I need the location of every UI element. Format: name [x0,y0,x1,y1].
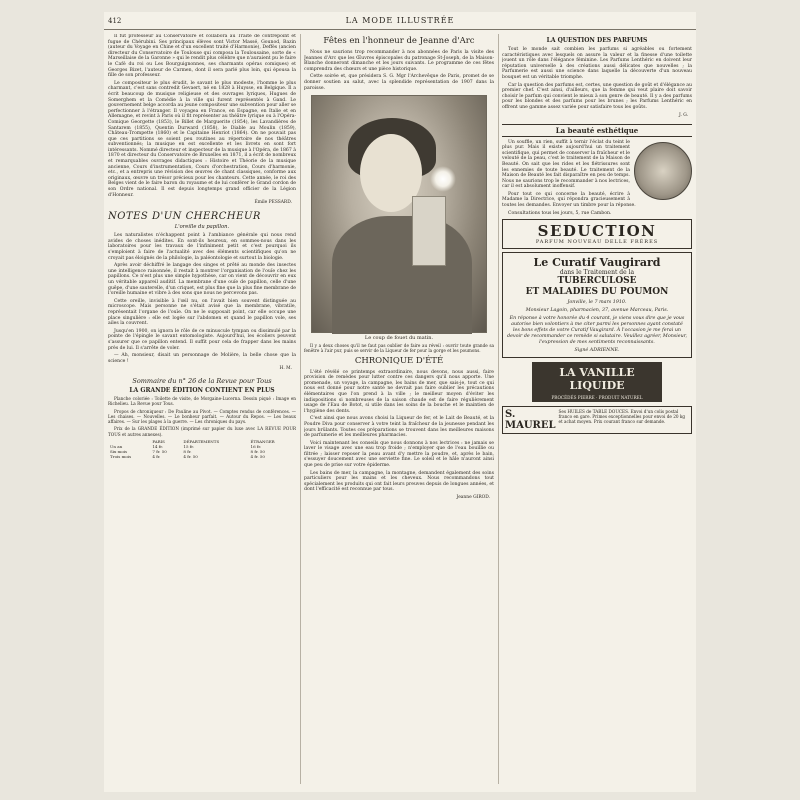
table-header: PARIS [152,438,165,444]
center-column [304,34,494,790]
beaute-heading: La beauté esthétique [502,124,692,137]
curatif-ad [502,252,692,358]
journal-title: LA MODE ILLUSTRÉE [345,16,455,25]
maurel-name: S. MAUREL [505,409,556,432]
notes-heading: NOTES D'UN CHERCHEUR [108,211,261,223]
article-paragraph: L'été révélé ce printemps extraordinaire, nous devons, nous aussi, faire provision de remèdes pour lutter contre ces dangers qu'il nous apporte. Une promenade, un voyage, la campagne, les bains de mer, que sais-je, tout ce qui nous est donné pour notre santé ne devrait pas faire oublier les précautions élémentaires que l'on prend à la ville ; le meilleur moyen d'éviter les indispositions si nombreuses de la saison chaude est de faire régulièrement usage de l'Eau de Botot, si utile dans les soins de la bouche et le maintien de l'hygiène des dents. [304,369,494,414]
photo-caption: Le coup de fouet du matin. [364,335,434,342]
table-header: DÉPARTEMENTS [183,438,220,444]
curatif-body: En réponse à votre honorée du 4 courant, je viens vous dire que je vous autorise bien volontiers à me citer parmi les personnes ayant constaté les bons effets de votre Curatif Vaugirard. À l'occasion je me ferai un devoir de recommander ce remède si salutaire. Veuillez agréer, Monsieur, l'expression de mes sentiments reconnaissants. [507,316,688,346]
curatif-signature: Signé ADRIENNE. [574,348,620,354]
summary-text: Propos de chroniqueur : De Pauline au Pivot. — Comptes rendus de conférences. — Les chaises. — Nouvelles. — Le bonheur parfait. — Autour du Repos. — Les beaux affaires. — Sur les plages à la guerre. — Les chroniques du pays. [108,408,296,425]
caption-text: Il y a deux choses qu'il ne faut pas oublier de faire au réveil : ouvrir toute grande sa fenêtre à l'air pur, puis se servir de la Liqueur de fer pour la gorge et les poumons. [304,343,494,354]
curatif-recipient: Monsieur Lagoin, pharmacien, 37, avenue Marceau, Paris. [525,308,669,314]
glass-illustration [412,196,446,266]
article-paragraph: Nous ne saurions trop recommander à nos abonnées de Paris la visite des Jeannes d'Arc que les Œuvres épiscopales du patronage St-Joseph, de la Maison-Blanche donneront dimanche et les jours suivants. Le programme de ces fêtes comprendra des chœurs et une pièce historique. [304,50,494,72]
article-paragraph: Car la question des parfums est, certes, une question de goût et d'élégance au premier chef. C'est ainsi, d'ailleurs, que la femme qui veut plaire doit savoir choisir le parfum qui convient le mieux à son genre de beauté. Il y a des parfums pour les blondes et des parfums pour les brunes ; les Parfums Lenthéric en offrent une gamme assez variée pour satisfaire tous les goûts. [502,82,692,110]
summary-heading: Sommaire du n° 26 de la Revue pour Tous [132,377,272,386]
article-paragraph: Voici maintenant les conseils que nous donnons à nos lectrices : ne jamais se laver le visage avec une eau trop froide ; n'employer que de l'eau bouillie ou filtrée ; laisser reposer la peau avant d'y mettre la poudre, et, après le bain, s'essuyer doucement avec une serviette fine. Le soleil et le hâle n'auront ainsi que peu de prise sur votre épiderme. [304,440,494,469]
vanille-ad [532,362,662,402]
table-cell: 15 fr. [183,443,195,449]
table-cell: 14 fr. [152,443,163,449]
article-paragraph: Jusqu'en 1900, on ignora le rôle de ce minuscule tympan ou dissimulé par la pointe de l'épingle le savant entomologiste. Aujourd'hui, les écoliers peuvent s'assurer que ce papillon entend. Il suffit pour cela de frapper dans les mains près de lui. Il s'arrête de voler. [108,328,296,351]
author-signature: Jeanne GIROD. [456,495,490,501]
article-paragraph: Les bains de mer, la campagne, la montagne, demandent également des soins particuliers pour les mains et les cheveux. Nous recommandons tout spécialement les produits qui ont fait leurs preuves depuis de longues années, et dont l'efficacité est reconnue par tous. [304,470,494,493]
article-paragraph: Un souffle, un rien, suffit à ternir l'éclat du teint le plus pur. Mais il existe aujourd'hui un traitement scientifique, qui permet de conserver la fraîcheur et le velouté de la peau, c'est le traitement de la Maison de Beauté. On sait que les rides et les flétrissures sont les ennemies de toute beauté. Le traitement de la Maison de Beauté les fait disparaître en peu de temps. Nous ne saurions trop le recommander à nos lectrices, car il est absolument inoffensif. [502,139,630,190]
article-paragraph: Pour tout ce qui concerne la beauté, écrire à Madame la Directrice, qui répondra gracieusement à toutes les demandes. Envoyer un timbre pour la réponse. [502,191,636,209]
curatif-disease-2: ET MALADIES DU POUMON [525,287,669,298]
column-divider [300,34,301,784]
summary-items: Planche coloriée : Toilette de visite, de Morgaine-Lucerna. Dessin piqué : Image en Richelieu. La Revue pour Tous. [108,396,296,407]
article-paragraph: — Ah, monsieur, disait un personnage de Molière, la belle chose que la science ! [108,353,296,364]
article-paragraph: Le compositeur le plus érudit, le savant le plus modeste, l'homme le plus charmant, c'est sans contredit Gevaert, né en 1828 à Huysse, en Belgique. Il a écrit beaucoup de musique religieuse et des ouvrages lyriques, Hugues de Somerghem et la Comédie à la ville qui furent représentés à Gand. Le gouvernement belge accorda au jeune compositeur une subvention pour aller se perfectionner à l'étranger. Il voyagea en France, en Espagne, en Italie et en Allemagne, et revint à Paris où il fit représenter au théâtre lyrique ou à l'Opéra-Comique Georgette (1853), le Billet de Marguerite (1854), les Lavandières de Santarem (1855), Quentin Durward (1858), le Diable au Moulin (1859), Château-Trompette (1860) et le Capitaine Henriot (1864). On ne pouvait pas que ces partitions se soient peu routines au répertoire de nos théâtres subventionnés; la musique en est excellente et les livrets en sont fort intéressants. Nommé directeur et inspecteur de la musique à l'Opéra, de 1867 à 1870 et directeur du Conservatoire de Bruxelles en 1871, il a écrit de nombreux et remarquables ouvrages didactiques : Histoire et Théorie de la musique ancienne, Cours d'instrumentation, Cours d'orchestration, Cours d'harmonie, etc., et a entrepris une révision des œuvres de chant classiques, conforme aux originaux, œuvre un trésor précieux pour les chanteurs. Cette année, le roi des Belges vient de le faire baron du royaume et de lui conférer le Grand cordon de son Ordre national. Il est depuis longtemps grand officier de la Légion d'Honneur. [108,80,296,198]
table-cell: Six mois [110,448,128,454]
article-paragraph: Il fut professeur au Conservatoire et collabora au Traité de contrepoint et fugue de Chérubini. Ses principaux élèves sont Victor Massé, Gounod, Bazin (auteur du Voyage en Chine et d'un excellent traité d'Harmonie), Deffès (ancien directeur du Conservatoire de Toulouse qui composa la Toulousaine, sorte de « Marseillaise de la Garonne » qui le rendit plus célèbre que n'auraient pu le faire le Café du roi ou Les Bourguignonnes, ses charmants opéras comiques) et Georges Bizet, l'auteur de Carmen, dont il sera parlé plus loin, qui épousa la fille de son professeur. [108,34,296,79]
curatif-title: Le Curatif Vaugirard [533,256,661,270]
table-cell: Un an [110,443,123,449]
table-cell: 8 fr. [183,448,192,454]
article-paragraph: Les naturalistes n'échappent point à l'ambiance générale qui nous rend avides de choses inédites. En sont-ils heureux, en sommes-nous dans les laboratoires pour les travaux de l'infiniment petit et c'est pourquoi ils s'emploient à faire de l'actualité avec des éléments scientifiques qu'on ne croyait pas éloignés de la philologie, la paléontologie et surtout la biologie. [108,233,296,261]
table-cell: 16 fr. [250,443,262,449]
page-number: 412 [108,17,122,25]
curatif-disease: TUBERCULOSE [557,276,637,287]
table-cell: 8 fr. 50 [250,448,265,454]
curatif-line: dans le Traitement de la [559,269,635,277]
page-header [104,12,696,30]
author-signature: Émile PESSARD. [254,200,292,206]
article-paragraph: Après avoir déchiffré le langage des singes et prêté au monde des insectes une intelligence raisonnée, il restait à montrer l'organisation de l'ouïe chez les papillons. Ce n'est plus une simple hypothèse, car on vient de découvrir en eux un véritable appareil auditif. La membrane d'une ouïe de papillon, celle d'une guêpe, d'une sauterelle, d'un criquet, est plus fine que la plus fine membrane de l'oreille humaine et vibre à des sons que nous ne percevons pas. [108,263,296,297]
price-table [108,439,296,459]
table-cell: 7 fr. 50 [152,448,167,454]
seduction-ad [502,219,692,249]
article-paragraph: Tout le monde sait combien les parfums si agréables ou fortement caractéristiques avec lesquels on assure la valeur et la finesse d'une toilette jouent un rôle dans l'élégance féminine. Les Parfums Lenthéric en doivent leur réputation universelle à des créations aussi délicates que nouvelles ; la Parfumerie est aussi une science dans laquelle la découverte d'un nouveau bouquet est un véritable triomphe. [502,47,692,80]
woman-portrait-photo [311,95,487,333]
article-paragraph: Cette oreille, invisible à l'œil nu, on l'avait bien souvent distinguée au microscope. Mais personne ne s'était avisé que la membrane, vibratile, représentait l'organe de l'ouïe. On ne le supposait point, car elle occupe une place singulière : elle est logée sur l'abdomen et quand le papillon vole, ses ailes la couvrent. [108,298,296,327]
article-paragraph: C'est ainsi que nous avons choisi la Liqueur de fer, et le Lait de Beauté, et la Poudre Diva pour conserver à votre teint la fraîcheur de la jeunesse pendant les jours brûlants. Toutes ces préparations se trouvent dans les meilleures maisons de parfumerie et les meilleures pharmacies. [304,416,494,439]
summary-subheading: LA GRANDE ÉDITION CONTIENT EN PLUS [129,387,275,395]
vanille-subtitle: PROCÉDÉS PIERRE · PRODUIT NATUREL [551,395,643,401]
table-cell: 4 fr. 50 [183,453,198,459]
vanille-title: LA VANILLE LIQUIDE [559,366,635,393]
seduction-subtitle: PARFUM NOUVEAU DELLE FRÈRES [535,239,659,246]
left-column [108,34,296,790]
author-signature: H. M. [279,366,292,372]
table-header: ÉTRANGER [250,438,275,444]
column-divider [498,34,499,784]
author-signature: J. G. [679,112,688,118]
article-paragraph: Cette soirée et, que présidera S. G. Mgr l'Archevêque de Paris, promet de se donner soutien au salut, avec la splendide représentation de 1907 dans la paroisse. [304,74,494,91]
maurel-ad [502,406,692,434]
woman-medallion-image [634,142,692,200]
curatif-date: Jonville, le 7 mars 1910. [567,300,627,306]
table-row [108,454,296,459]
table-cell: 4 fr. 50 [250,453,265,459]
seduction-title: SEDUCTION [537,222,657,241]
right-column [502,34,692,790]
article-paragraph: Consultations tous les jours, 5, rue Cambon. [508,210,612,216]
magazine-page [104,12,696,792]
article-title: Fêtes en l'honneur de Jeanne d'Arc [323,36,475,46]
price-text: Prix de la GRANDE ÉDITION (imprimé sur papier du luxe avec LA REVUE POUR TOUS et autres annexes). [108,426,296,437]
article-title: LA QUESTION DES PARFUMS [546,37,648,44]
chronique-title: CHRONIQUE D'ÉTÉ [354,355,444,366]
maurel-text: Ses HUILES de TABLE DOUCES. Envoi d'un colis postal franco en gare. Primes exceptionnelles pour envoi de 20 kg et achat moyen. Prix courant franco sur demande. [558,409,686,425]
table-cell: Trois mois [110,453,132,459]
table-cell: 4 fr. [152,453,161,459]
header-rule [104,29,696,30]
notes-subtitle: L'oreille du papillon. [174,224,230,231]
